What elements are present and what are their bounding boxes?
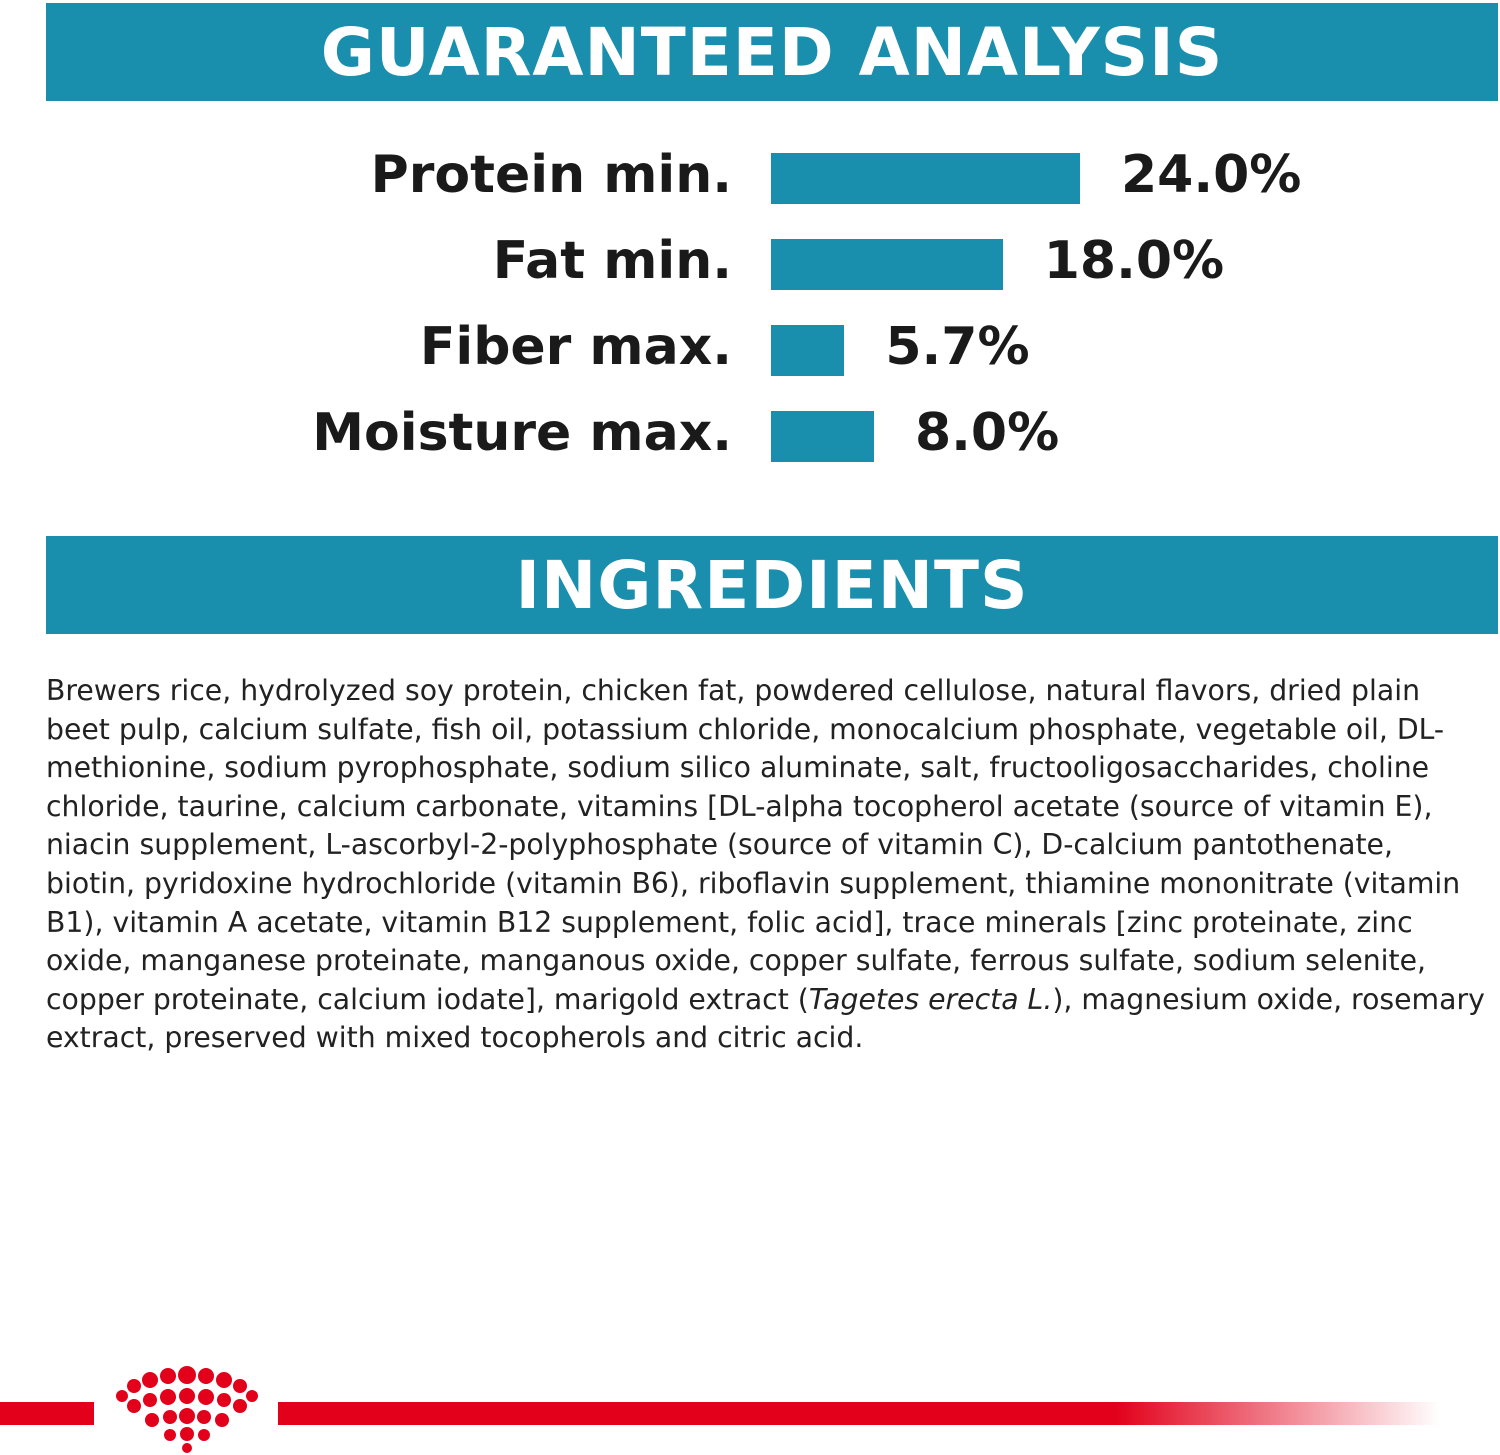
analysis-label: Protein min. xyxy=(370,145,732,205)
analysis-label: Moisture max. xyxy=(312,403,732,463)
royal-crown-icon xyxy=(108,1366,266,1455)
ingredients-banner xyxy=(46,536,1498,634)
analysis-bar xyxy=(771,239,1003,290)
guaranteed-analysis-banner xyxy=(46,3,1498,101)
guaranteed-analysis-chart xyxy=(0,140,1500,480)
analysis-label: Fat min. xyxy=(492,231,732,291)
ingredients-italic-name: Tagetes erecta L. xyxy=(808,982,1053,1016)
ingredients-text xyxy=(46,672,1486,1058)
analysis-value: 18.0% xyxy=(1043,231,1225,291)
footer-line-left xyxy=(0,1402,94,1425)
ingredients-heading: INGREDIENTS xyxy=(515,546,1029,624)
analysis-bar xyxy=(771,325,844,376)
footer-line-right xyxy=(278,1402,1440,1425)
ingredients-text-part-1: Brewers rice, hydrolyzed soy protein, chicken fat, powdered cellulose, natural flavors, dried plain beet pulp, calcium sulfate, fish oil, potassium chloride, monocalcium phosphate, vegetable oil, DL-methionine, sodium pyrophosphate, sodium silico aluminate, salt, fructooligosaccharides, choline chloride, taurine, calcium carbonate, vitamins [DL-alpha tocopherol acetate (source of vitamin E), niacin supplement, L-ascorbyl-2-polyphosphate (source of vitamin C), D-calcium pantothenate, biotin, pyridoxine hydrochloride (vitamin B6), riboflavin supplement, thiamine mononitrate (vitamin B1), vitamin A acetate, vitamin B12 supplement, folic acid], trace minerals [zinc proteinate, zinc oxide, manganese proteinate, manganous oxide, copper sulfate, ferrous sulfate, sodium selenite, copper proteinate, calcium iodate], marigold extract ( xyxy=(46,674,1461,1016)
analysis-bar xyxy=(771,411,874,462)
analysis-label: Fiber max. xyxy=(419,317,732,377)
analysis-value: 24.0% xyxy=(1121,145,1302,205)
analysis-value: 5.7% xyxy=(885,317,1030,377)
analysis-bar xyxy=(771,153,1080,204)
ingredients-text-part-2: ), magnesium oxide, rosemary extract, preserved with mixed tocopherols and citric acid. xyxy=(46,982,1485,1055)
guaranteed-analysis-heading: GUARANTEED ANALYSIS xyxy=(320,13,1224,91)
analysis-value: 8.0% xyxy=(915,403,1060,463)
